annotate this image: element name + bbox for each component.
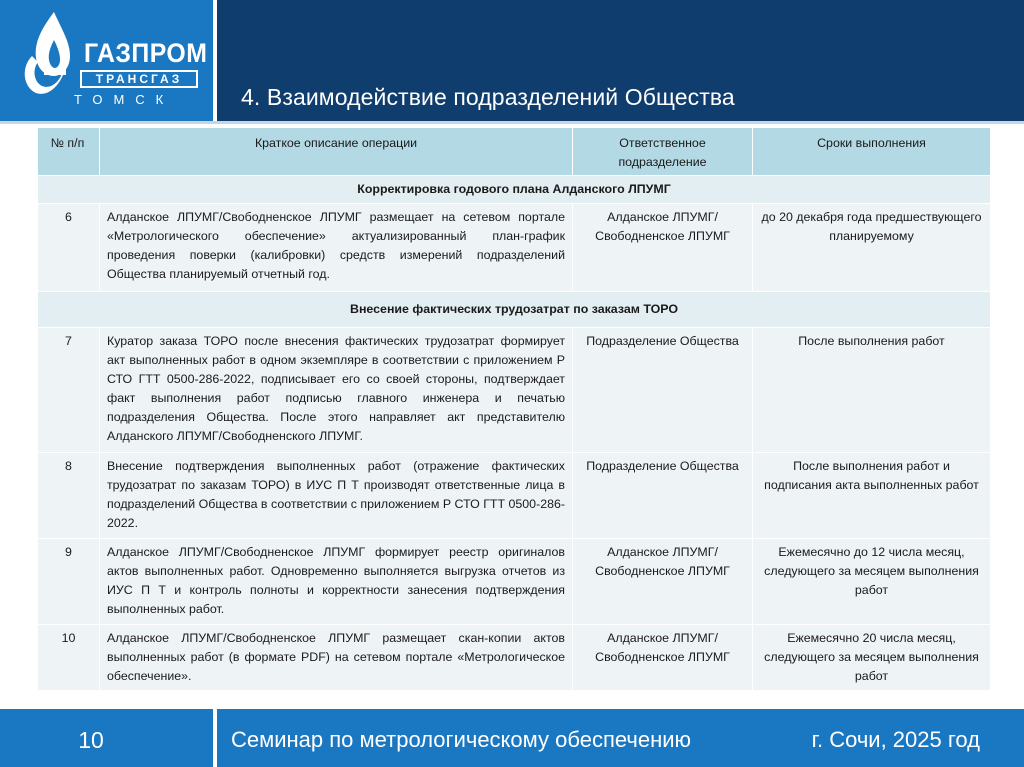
footer-place-year: г. Сочи, 2025 год <box>811 727 980 752</box>
row-department: Алданское ЛПУМГ/ Свободненское ЛПУМГ <box>573 204 753 292</box>
header-divider <box>0 121 1024 124</box>
row-number: 9 <box>38 539 100 625</box>
row-deadline: После выполнения работ и подписания акта выполненных работ <box>753 453 991 539</box>
table-row <box>38 204 991 292</box>
row-description: Алданское ЛПУМГ/Свободненское ЛПУМГ формирует реестр оригиналов актов выполненных работ. Одновременно выполняется выгрузка отчетов из ИУС П Т и контроль полноты и корректности занесения подтверждения выполненных работ. <box>100 539 573 625</box>
table-row <box>38 625 991 691</box>
row-description: Алданское ЛПУМГ/Свободненское ЛПУМГ размещает скан-копии актов выполненных работ (в формате PDF) на сетевом портале «Метрологическое обеспечение». <box>100 625 573 691</box>
row-description: Внесение подтверждения выполненных работ (отражение фактических трудозатрат по заказам ТОРО) в ИУС П Т производят ответственные лица в подразделений Общества в соответствии с приложением Р СТО ГТТ 0500-286-2022. <box>100 453 573 539</box>
row-number: 6 <box>38 204 100 292</box>
row-number: 8 <box>38 453 100 539</box>
column-header-description: Краткое описание операции <box>100 128 573 176</box>
row-description: Алданское ЛПУМГ/Свободненское ЛПУМГ размещает на сетевом портале «Метрологического обеспечение» актуализированный план-график проведения поверки (калибровки) средств измерений подразделений Общества планируемый отчетный год. <box>100 204 573 292</box>
column-header-deadline: Сроки выполнения <box>753 128 991 176</box>
logo-subsidiary: ТРАНСГАЗ <box>80 70 198 88</box>
page-number: 10 <box>78 727 104 753</box>
row-number: 7 <box>38 328 100 453</box>
row-deadline: Ежемесячно до 12 числа месяц, следующего за месяцем выполнения работ <box>753 539 991 625</box>
row-description: Куратор заказа ТОРО после внесения фактических трудозатрат формирует акт выполненных работ в одном экземпляре в соответствии с приложением Р СТО ГТТ 0500-286-2022, подписывает его со своей стороны, подтверждает факт выполнения работ подписью главного инженера и печатью подразделения Общества. После этого направляет акт представителю Алданского ЛПУМГ/Свободненского ЛПУМГ. <box>100 328 573 453</box>
section-row <box>38 292 991 328</box>
row-department: Алданское ЛПУМГ/ Свободненское ЛПУМГ <box>573 625 753 691</box>
row-deadline: После выполнения работ <box>753 328 991 453</box>
table-row <box>38 453 991 539</box>
table-row <box>38 328 991 453</box>
section-title: Корректировка годового плана Алданского ЛПУМГ <box>38 176 991 204</box>
logo-panel <box>0 0 213 121</box>
slide-title: 4. Взаимодействие подразделений Общества <box>241 84 735 110</box>
operations-table <box>37 127 991 691</box>
row-department: Алданское ЛПУМГ/ Свободненское ЛПУМГ <box>573 539 753 625</box>
section-row <box>38 176 991 204</box>
logo-company-name: ГАЗПРОМ <box>84 38 208 68</box>
row-deadline: до 20 декабря года предшествующего планируемому <box>753 204 991 292</box>
column-header-number: № п/п <box>38 128 100 176</box>
section-title: Внесение фактических трудозатрат по заказам ТОРО <box>38 292 991 328</box>
column-header-department: Ответственное подразделение <box>573 128 753 176</box>
row-department: Подразделение Общества <box>573 453 753 539</box>
table-header-row <box>38 128 991 176</box>
logo-city: ТОМСК <box>74 92 175 107</box>
gas-flame-icon <box>14 10 80 106</box>
row-deadline: Ежемесячно 20 числа месяц, следующего за месяцем выполнения работ <box>753 625 991 691</box>
footer-seminar-title: Семинар по метрологическому обеспечению <box>231 727 692 752</box>
table-row <box>38 539 991 625</box>
row-number: 10 <box>38 625 100 691</box>
row-department: Подразделение Общества <box>573 328 753 453</box>
